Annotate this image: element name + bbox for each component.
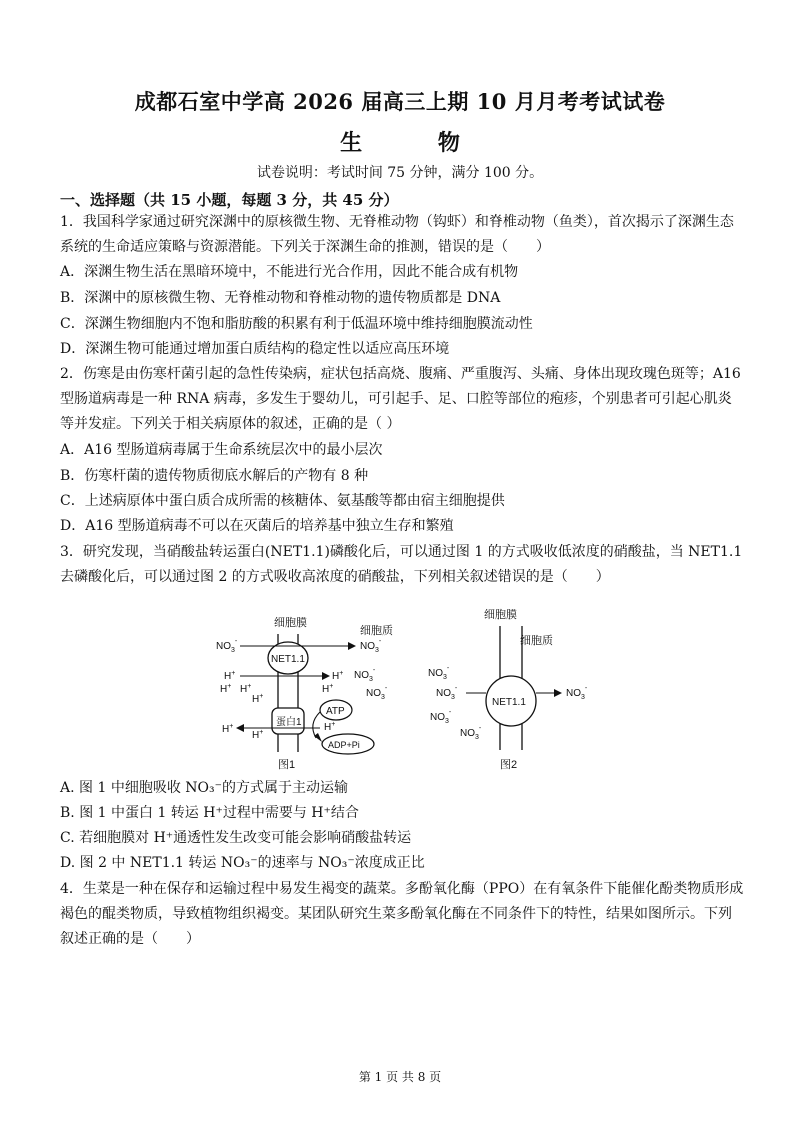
figure-1-proton-in-3: H+ xyxy=(324,721,336,733)
exam-instructions: 试卷说明：考试时间 75 分钟，满分 100 分。 xyxy=(256,165,544,181)
figure-1-proton-out-1: H+ xyxy=(224,670,236,682)
figure-1-protein-1-label: 蛋白1 xyxy=(276,717,302,728)
question-2-stem: 2．伤寒是由伤寒杆菌引起的急性传染病，症状包括高烧、腹痛、严重腹泻、头痛、身体出现玫瑰色斑等；A16 型肠道病毒是一种 RNA 病毒，多发生于婴幼儿，可引起手、足、口腔等部位的疱疹，个别患者可引起心肌炎等并发症。下列关于相关病原体的叙述，正确的是（ ） xyxy=(60,366,741,432)
figure-2-caption: 图2 xyxy=(500,759,518,771)
figure-2-nitrate-out-4: $NO_3^-$ xyxy=(460,725,482,741)
figure-2-nitrate-out-3: $NO_3^-$ xyxy=(430,709,452,725)
figure-2-net11-label: NET1.1 xyxy=(492,697,526,708)
subject-title: 生 物 xyxy=(340,130,494,156)
figure-1-atp-hydrolysis-arrow xyxy=(313,712,320,738)
figure-1-proton-efflux-arrowhead xyxy=(236,724,244,732)
figure-2-membrane-label: 细胞膜 xyxy=(484,609,517,621)
figure-1-adp-label: ADP+Pi xyxy=(328,740,360,750)
figure-1-proton-in-1: H+ xyxy=(332,670,344,682)
figure-1-membrane-label: 细胞膜 xyxy=(274,617,307,629)
exam-title: 成都石室中学高 2026 届高三上期 10 月月考考试试卷 xyxy=(134,89,666,114)
figure-2-nitrate-in: $NO_3^-$ xyxy=(566,685,588,701)
figure-1-nitrate-arrowhead xyxy=(348,642,356,650)
question-3-option-a: A. 图 1 中细胞吸收 NO₃⁻的方式属于主动运输 xyxy=(60,780,348,796)
question-1-option-b: B．深渊中的原核微生物、无脊椎动物和脊椎动物的遗传物质都是 DNA xyxy=(60,290,501,306)
question-3-option-c: C. 若细胞膜对 H⁺通透性发生改变可能会影响硝酸盐转运 xyxy=(60,830,412,846)
figure-1-proton-out-4: H+ xyxy=(252,693,264,705)
figure-1-nitrate-in: $NO_3^-$ xyxy=(360,638,382,654)
figure-2-nitrate-out-2: $NO_3^-$ xyxy=(436,685,458,701)
question-2-option-a: A．A16 型肠道病毒属于生命系统层次中的最小层次 xyxy=(60,442,383,458)
figure-1 xyxy=(210,612,410,772)
question-3-option-d: D. 图 2 中 NET1.1 转运 NO₃⁻的速率与 NO₃⁻浓度成正比 xyxy=(60,855,425,871)
figure-2-nitrate-arrowhead xyxy=(554,689,562,697)
question-1-option-d: D．深渊生物可能通过增加蛋白质结构的稳定性以适应高压环境 xyxy=(60,341,450,357)
question-2-option-c: C．上述病原体中蛋白质合成所需的核糖体、氨基酸等都由宿主细胞提供 xyxy=(60,493,505,509)
figure-1-proton-in-2: H+ xyxy=(322,683,334,695)
figure-1-net11-label: NET1.1 xyxy=(271,654,305,665)
figure-1-proton-out-3: H+ xyxy=(240,683,252,695)
figure-1-proton-arrowhead xyxy=(322,672,330,680)
figure-1-proton-out-2: H+ xyxy=(220,683,232,695)
figure-1-cytoplasm-label: 细胞质 xyxy=(360,625,393,637)
question-1-option-c: C．深渊生物细胞内不饱和脂肪酸的积累有利于低温环境中维持细胞膜流动性 xyxy=(60,316,533,332)
question-4-stem: 4．生菜是一种在保存和运输过程中易发生褐变的蔬菜。多酚氧化酶（PPO）在有氧条件下能催化酚类物质形成褐色的醌类物质，导致植物组织褐变。某团队研究生菜多酚氧化酶在不同条件下的特性，结果如图所示。下列叙述正确的是（ ） xyxy=(60,881,744,947)
figure-1-proton-out-5: H+ xyxy=(252,729,264,741)
question-3-option-b: B. 图 1 中蛋白 1 转运 H⁺过程中需要与 H⁺结合 xyxy=(60,805,359,821)
figure-2-cytoplasm-label: 细胞质 xyxy=(520,635,553,647)
figure-1-nitrate-out: $NO_3^-$ xyxy=(216,638,238,654)
question-2-option-d: D．A16 型肠道病毒不可以在灭菌后的培养基中独立生存和繁殖 xyxy=(60,518,454,534)
question-1-option-a: A．深渊生物生活在黑暗环境中，不能进行光合作用，因此不能合成有机物 xyxy=(60,264,519,280)
figure-1-caption: 图1 xyxy=(278,759,296,771)
question-1-stem: 1．我国科学家通过研究深渊中的原核微生物、无脊椎动物（钩虾）和脊椎动物（鱼类），首次揭示了深渊生态系统的生命适应策略与资源潜能。下列关于深渊生命的推测，错误的是（ ） xyxy=(60,214,734,255)
figure-2 xyxy=(420,604,600,772)
figure-1-atp-label: ATP xyxy=(326,706,345,717)
figure-2-nitrate-out-1: $NO_3^-$ xyxy=(428,665,450,681)
page-footer: 第 1 页 共 8 页 xyxy=(358,1070,442,1084)
figure-1-proton-out-6: H+ xyxy=(222,723,234,735)
figure-1-nitrate-in-3: $NO_3^-$ xyxy=(366,685,388,701)
question-2-option-b: B．伤寒杆菌的遗传物质彻底水解后的产物有 8 种 xyxy=(60,468,369,484)
question-3-stem: 3．研究发现，当硝酸盐转运蛋白(NET1.1)磷酸化后，可以通过图 1 的方式吸收低浓度的硝酸盐，当 NET1.1 去磷酸化后，可以通过图 2 的方式吸收高浓度的硝酸盐，下列相关叙述错误的是（ ） xyxy=(60,544,743,585)
figure-1-nitrate-in-2: $NO_3^-$ xyxy=(354,667,376,683)
section-heading: 一、选择题（共 15 小题，每题 3 分，共 45 分） xyxy=(60,191,399,209)
